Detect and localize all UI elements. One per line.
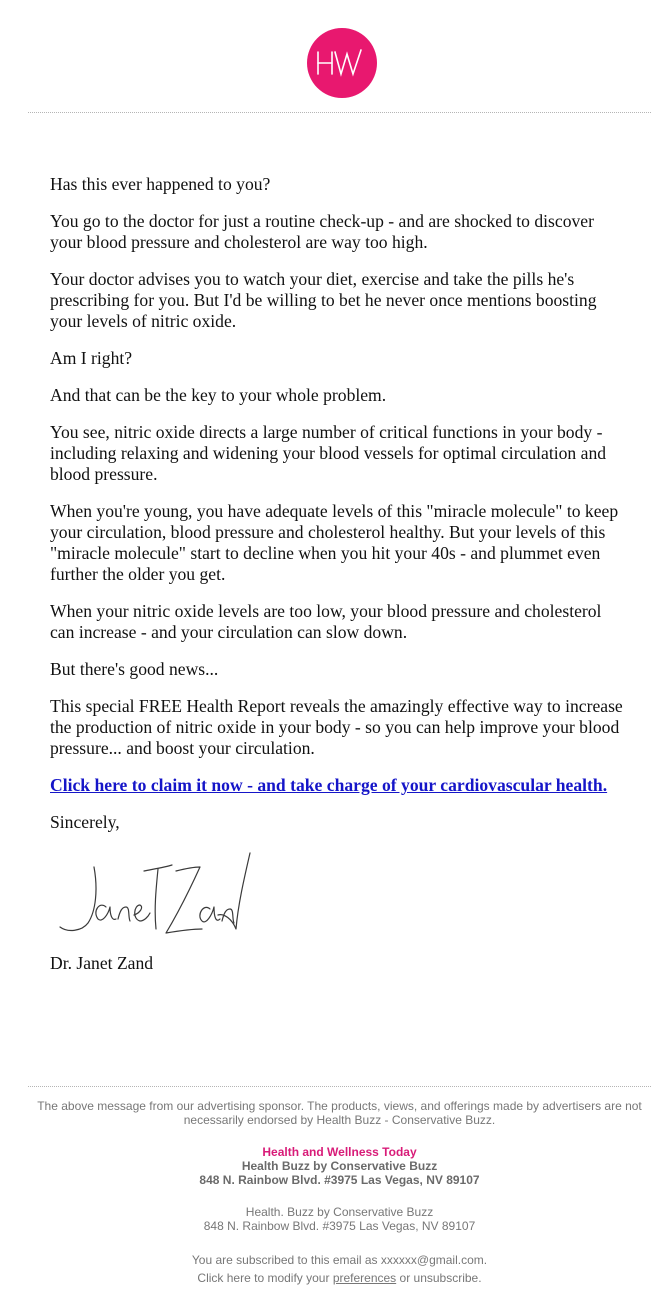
body-paragraph: You go to the doctor for just a routine check-up - and are shocked to discover your blood pressure and cholesterol are way too high. <box>50 211 594 252</box>
claim-report-link[interactable]: Click here to claim it now - and take charge of your cardiovascular health. <box>50 775 608 795</box>
sign-off: Sincerely, <box>50 812 120 832</box>
cta-paragraph <box>50 775 630 796</box>
body-paragraph: Has this ever happened to you? <box>50 174 271 194</box>
footer <box>28 1099 651 1287</box>
subscription-notice: You are subscribed to this email as xxxxxx@gmail.com. <box>191 1253 488 1267</box>
body-paragraph: And that can be the key to your whole problem. <box>50 385 387 405</box>
signer-name: Dr. Janet Zand <box>50 953 154 973</box>
modify-suffix: or unsubscribe. <box>396 1271 482 1285</box>
hw-monogram-icon <box>307 28 377 98</box>
company-name-plain: Health. Buzz by Conservative Buzz <box>245 1205 434 1219</box>
hw-logo-icon <box>307 28 377 98</box>
modify-prefix: Click here to modify your <box>197 1271 333 1285</box>
brand-name: Health and Wellness Today <box>262 1145 417 1159</box>
handwritten-signature-icon <box>54 849 254 943</box>
body-paragraph: When your nitric oxide levels are too low, your blood pressure and cholesterol can increase - and your circulation can slow down. <box>50 601 602 642</box>
header-divider <box>28 112 651 113</box>
body-paragraph: Your doctor advises you to watch your diet, exercise and take the pills he's prescribing for you. But I'd be willing to bet he never once mentions boosting your levels of nitric oxide. <box>50 269 597 331</box>
signature-image <box>54 849 254 943</box>
body-paragraph: You see, nitric oxide directs a large number of critical functions in your body - including relaxing and widening your blood vessels for optimal circulation and blood pressure. <box>50 422 607 484</box>
body-paragraph: Am I right? <box>50 348 133 368</box>
preferences-link[interactable]: preferences <box>332 1271 397 1285</box>
footer-divider <box>28 1086 651 1087</box>
company-address-plain: 848 N. Rainbow Blvd. #3975 Las Vegas, NV 89107 <box>203 1219 476 1233</box>
body-paragraph: This special FREE Health Report reveals the amazingly effective way to increase the production of nitric oxide in your body - so you can help improve your blood pressure... and boost your circulation. <box>50 696 623 758</box>
body-paragraph: But there's good news... <box>50 659 219 679</box>
advertiser-disclaimer: The above message from our advertising sponsor. The products, views, and offerings made by advertisers are not necessarily endorsed by Health Buzz - Conservative Buzz. <box>37 1099 642 1127</box>
company-address: 848 N. Rainbow Blvd. #3975 Las Vegas, NV 89107 <box>199 1173 480 1187</box>
company-name: Health Buzz by Conservative Buzz <box>241 1159 438 1173</box>
modify-preferences-line <box>28 1269 651 1287</box>
body-paragraph: When you're young, you have adequate levels of this "miracle molecule" to keep your circulation, blood pressure and cholesterol healthy. But your levels of this "miracle molecule" start to decline when you hit your 40s - and plummet even further the older you get. <box>50 501 619 584</box>
logo[interactable] <box>307 28 377 98</box>
email-body <box>50 174 630 990</box>
